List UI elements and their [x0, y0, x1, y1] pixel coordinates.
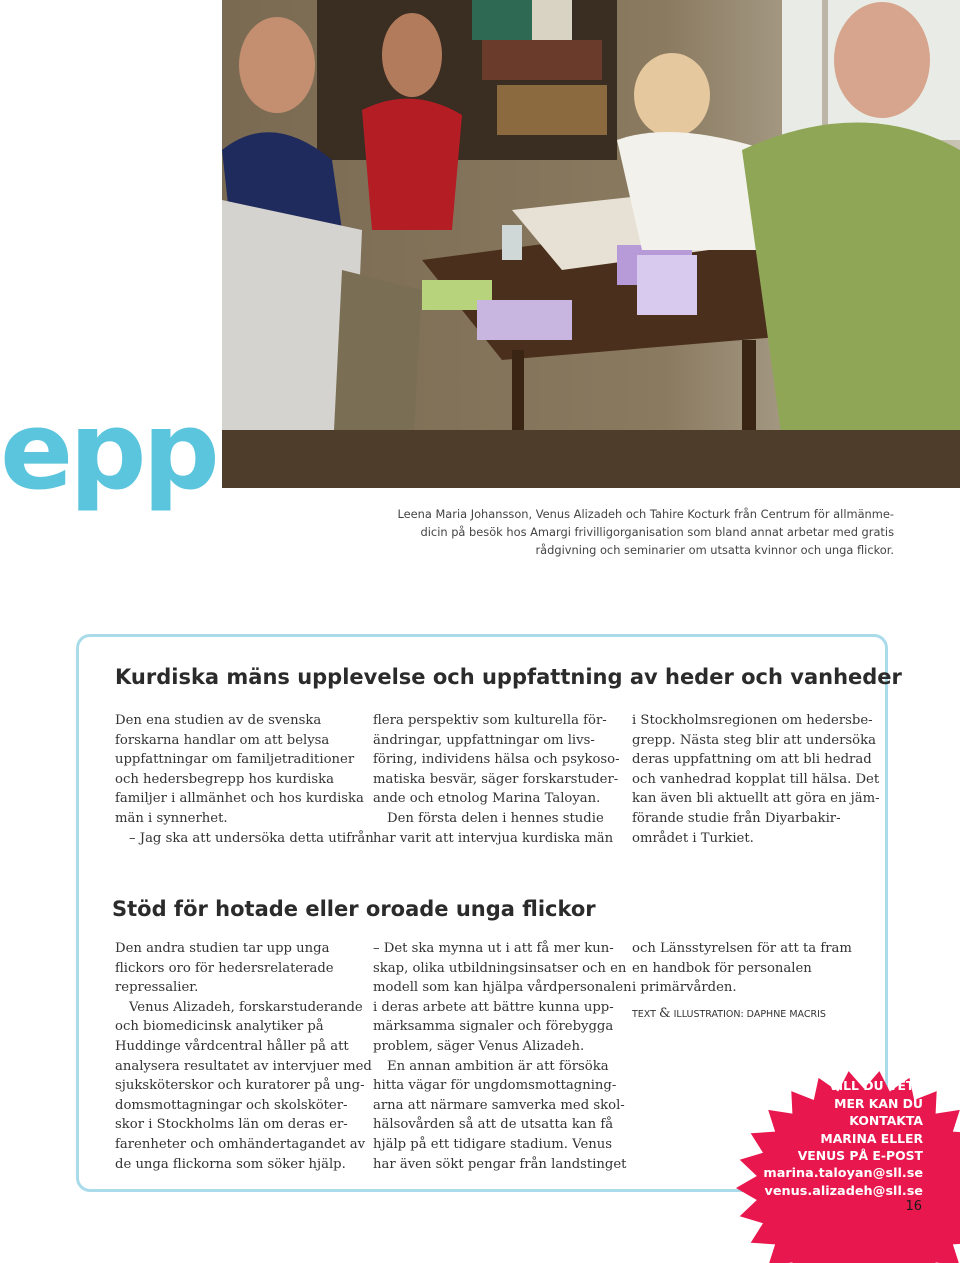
section-heading-support-girls: Stöd för hotade eller oroade unga flickor	[112, 897, 596, 921]
text-line: flickors oro för hedersrelaterade	[115, 960, 334, 976]
text-line: och Länsstyrelsen för att ta fram	[632, 941, 852, 956]
photo-image	[222, 0, 960, 488]
text-line: Den andra studien tar upp unga	[115, 941, 330, 956]
section2-column-3	[632, 939, 852, 998]
headline-fragment: epp	[0, 389, 216, 514]
text-line: Huddinge vårdcentral håller på att	[115, 1038, 349, 1054]
text-line: forskarna handlar om att belysa	[115, 732, 330, 748]
section2-column-1	[115, 939, 372, 1174]
text-line: hitta vägar för ungdomsmottagning-	[373, 1078, 617, 1094]
text-line: Den ena studien av de svenska	[115, 713, 322, 728]
text-line: flera perspektiv som kulturella för-	[373, 713, 607, 728]
text-line: i primärvården.	[632, 980, 737, 996]
text-line: en handbok för personalen	[632, 960, 812, 976]
callout-line: VILL DU VETA	[828, 1078, 923, 1093]
email-link-venus[interactable]: venus.alizadeh@sll.se	[764, 1183, 923, 1199]
text-line: män i synnerhet.	[115, 810, 228, 826]
text-line: har varit att intervjua kurdiska män	[373, 830, 614, 846]
section1-column-1	[115, 711, 374, 848]
text-line: i Stockholmsregionen om hedersbe-	[632, 713, 873, 728]
text-line: förande studie från Diyarbakir-	[632, 810, 841, 826]
section-heading-kurdish-men: Kurdiska mäns upplevelse och uppfattning av heder och vanheder	[115, 665, 902, 689]
caption-line: rådgivning och seminarier om utsatta kvinnor och unga flickor.	[535, 543, 894, 557]
text-line: domsmottagningar och skolsköter-	[115, 1097, 348, 1113]
text-line: – Jag ska att undersöka detta utifrån	[129, 830, 374, 846]
section2-column-2	[373, 939, 632, 1174]
text-line: farenheter och omhändertagandet av	[115, 1136, 366, 1152]
caption-line: Leena Maria Johansson, Venus Alizadeh och Tahire Kocturk från Centrum för allmänme-	[397, 507, 894, 521]
text-line: Venus Alizadeh, forskarstuderande	[129, 999, 363, 1015]
caption-line: dicin på besök hos Amargi frivilligorganisation som bland annat arbetar med gratis	[420, 525, 894, 539]
text-line: grepp. Nästa steg blir att undersöka	[632, 732, 876, 748]
group-photo	[222, 0, 960, 488]
email-link-marina[interactable]: marina.taloyan@sll.se	[763, 1165, 923, 1181]
text-line: i deras arbete att bättre kunna upp-	[373, 999, 614, 1015]
text-line: skap, olika utbildningsinsatser och en	[373, 960, 627, 976]
text-line: föring, individens hälsa och psykoso-	[373, 752, 620, 768]
page-number: 16	[905, 1199, 922, 1214]
section1-column-3	[632, 711, 880, 848]
text-line: och vanhedrad kopplat till hälsa. Det	[632, 771, 880, 787]
photo-caption	[394, 505, 894, 559]
text-line: Den första delen i hennes studie	[387, 810, 604, 826]
text-line: deras uppfattning om att bli hedrad	[632, 752, 872, 768]
section1-column-2	[373, 711, 620, 848]
text-line: analysera resultatet av intervjuer med	[115, 1058, 372, 1074]
text-line: En annan ambition är att försöka	[387, 1058, 609, 1074]
text-line: märksamma signaler och förebygga	[373, 1019, 614, 1035]
byline-illustrator: ILLUSTRATION: DAPHNE MACRIS	[673, 1009, 826, 1020]
text-line: ande och etnolog Marina Taloyan.	[373, 791, 601, 807]
text-line: arna att närmare samverka med skol-	[373, 1097, 625, 1113]
byline	[632, 1006, 826, 1021]
text-line: uppfattningar om familjetraditioner	[115, 752, 355, 768]
callout-line: VENUS PÅ E-POST	[797, 1148, 923, 1164]
byline-text-label: TEXT	[632, 1009, 656, 1020]
contact-callout	[713, 1077, 923, 1200]
text-line: sjuksköterskor och kuratorer på ung-	[115, 1078, 365, 1094]
text-line: ändringar, uppfattningar om livs-	[373, 732, 595, 748]
text-line: och hedersbegrepp hos kurdiska	[115, 771, 334, 787]
text-line: matiska besvär, säger forskarstuder-	[373, 771, 619, 787]
text-line: familjer i allmänhet och hos kurdiska	[115, 791, 364, 807]
text-line: problem, säger Venus Alizadeh.	[373, 1038, 585, 1054]
callout-line: MER KAN DU	[834, 1095, 923, 1111]
text-line: de unga flickorna som söker hjälp.	[115, 1156, 346, 1172]
text-line: hälsovården så att de utsatta kan få	[373, 1117, 614, 1133]
text-line: repressalier.	[115, 980, 199, 996]
text-line: området i Turkiet.	[632, 830, 754, 846]
text-line: hjälp på ett tidigare stadium. Venus	[373, 1136, 613, 1152]
callout-line: KONTAKTA	[849, 1113, 923, 1129]
text-line: kan även bli aktuellt att göra en jäm-	[632, 791, 880, 807]
byline-ampersand: &	[658, 1006, 671, 1021]
text-line: och biomedicinsk analytiker på	[115, 1019, 324, 1035]
text-line: skor i Stockholms län om deras er-	[115, 1117, 348, 1133]
callout-line: MARINA ELLER	[820, 1130, 923, 1146]
text-line: modell som kan hjälpa vårdpersonalen	[373, 980, 632, 996]
text-line: – Det ska mynna ut i att få mer kun-	[373, 941, 614, 956]
text-line: har även sökt pengar från landstinget	[373, 1156, 627, 1172]
